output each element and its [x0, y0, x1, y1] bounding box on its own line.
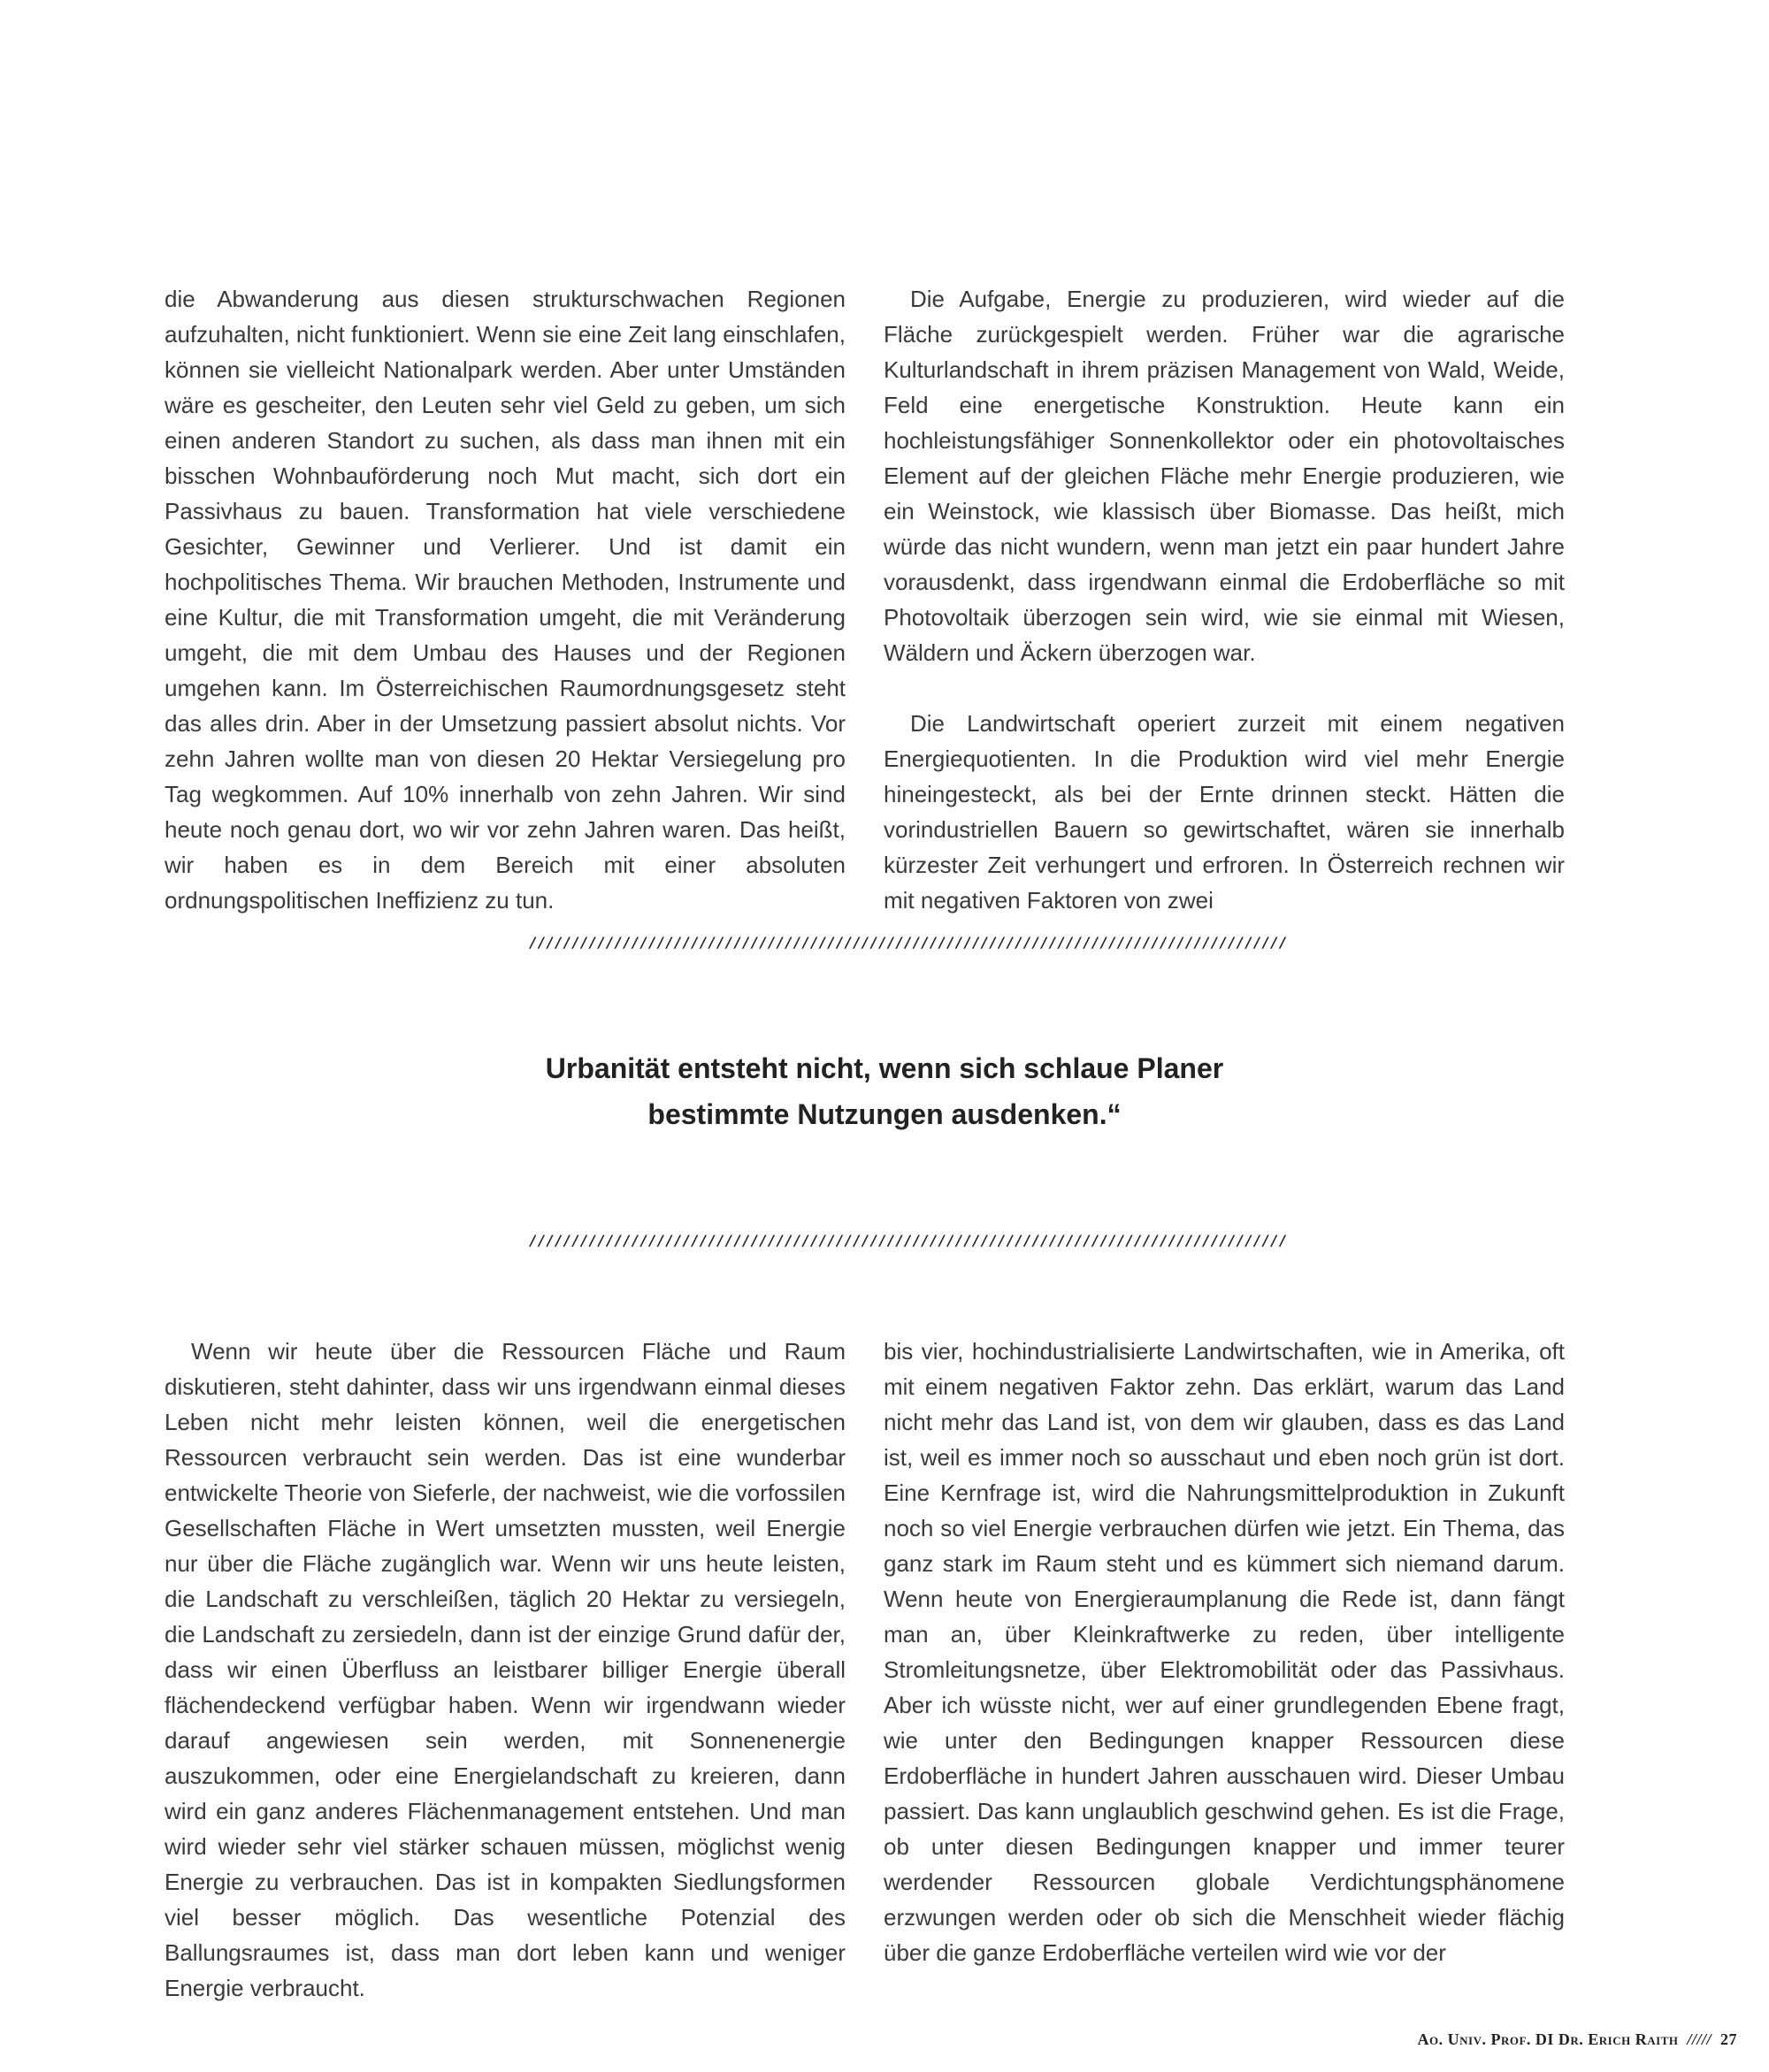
column-top-left	[165, 281, 846, 918]
footer-separator: /////	[1687, 2030, 1712, 2048]
divider-top: /////////////////////////////////////////////////////////////////////////////////////////	[529, 934, 1288, 951]
paragraph: Die Landwirtschaft operiert zurzeit mit einem negativen Energiequotienten. In die Produktion wird viel mehr Energie hineingesteckt, als bei der Ernte drinnen steckt. Hätten die vorindustriellen Bauern so gewirtschaftet, wären sie innerhalb kürzester Zeit verhungert und erfroren. In Österreich rechnen wir mit negativen Faktoren von zwei	[884, 710, 1565, 914]
pull-quote	[354, 1045, 1415, 1137]
paragraph: bis vier, hochindustrialisierte Landwirtschaften, wie in Amerika, oft mit einem negativen Faktor zehn. Das erklärt, warum das Land nicht mehr das Land ist, von dem wir glauben, dass es das Land ist, weil es immer noch so ausschaut und eben noch grün ist dort. Eine Kernfrage ist, wird die Nahrungsmittelproduktion in Zukunft noch so viel Energie verbrauchen dürfen wie jetzt. Ein Thema, das ganz stark im Raum steht und es kümmert sich niemand darum. Wenn heute von Energieraumplanung die Rede ist, dann fängt man an, über Kleinkraftwerke zu reden, über intelligente Stromleitungsnetze, über Elektromobilität oder das Passivhaus. Aber ich wüsste nicht, wer auf einer grundlegenden Ebene fragt, wie unter den Bedingungen knapper Ressourcen diese Erdoberfläche in hundert Jahren ausschauen wird. Dieser Umbau passiert. Das kann unglaublich geschwind gehen. Es ist die Frage, ob unter diesen Bedingungen knapper und immer teurer werdender Ressourcen globale Verdichtungsphänomene erzwungen werden oder ob sich die Menschheit wieder flächig über die ganze Erdoberfläche verteilen wird wie vor der	[884, 1338, 1565, 1966]
page-footer	[1418, 2030, 1737, 2049]
column-bottom-right	[884, 1334, 1565, 1970]
page-number: 27	[1720, 2030, 1737, 2048]
divider-bottom: /////////////////////////////////////////////////////////////////////////////////////////	[529, 1232, 1288, 1249]
paragraph: Wenn wir heute über die Ressourcen Fläche und Raum diskutieren, steht dahinter, dass wir uns irgendwann einmal dieses Leben nicht mehr leisten können, weil die energetischen Ressourcen verbraucht sein werden. Das ist eine wunderbar entwickelte Theorie von Sieferle, der nachweist, wie die vorfossilen Gesellschaften Fläche in Wert umsetzten mussten, weil Energie nur über die Fläche zugänglich war. Wenn wir uns heute leisten, die Landschaft zu verschleißen, täglich 20 Hektar zu versiegeln, die Landschaft zu zersiedeln, dann ist der einzige Grund dafür der, dass wir einen Überfluss an leistbarer billiger Energie überall flächendeckend verfügbar haben. Wenn wir irgendwann wieder darauf angewiesen sein werden, mit Sonnenenergie auszukommen, oder eine Energielandschaft zu kreieren, dann wird ein ganz anderes Flächenmanagement entstehen. Und man wird wieder sehr viel stärker schauen müssen, möglichst wenig Energie zu verbrauchen. Das ist in kompakten Siedlungsformen viel besser möglich. Das wesentliche Potenzial des Ballungsraumes ist, dass man dort leben kann und weniger Energie verbraucht.	[165, 1338, 846, 2001]
quote-line: bestimmte Nutzungen ausdenken.“	[647, 1098, 1122, 1130]
quote-line: Urbanität entsteht nicht, wenn sich schlaue Planer	[545, 1052, 1224, 1084]
column-bottom-left	[165, 1334, 846, 2006]
paragraph: Die Aufgabe, Energie zu produzieren, wird wieder auf die Fläche zurückgespielt werden. Früher war die agrarische Kulturlandschaft in ihrem präzisen Management von Wald, Weide, Feld eine energetische Konstruktion. Heute kann ein hochleistungsfähiger Sonnenkollektor oder ein photovoltaisches Element auf der gleichen Fläche mehr Energie produzieren, wie ein Weinstock, wie klassisch über Biomasse. Das heißt, mich würde das nicht wundern, wenn man jetzt ein paar hundert Jahre vorausdenkt, dass irgendwann einmal die Erdoberfläche so mit Photovoltaik überzogen sein wird, wie sie einmal mit Wiesen, Wäldern und Äckern überzogen war.	[884, 286, 1565, 666]
paragraph: die Abwanderung aus diesen strukturschwachen Regionen aufzuhalten, nicht funktioniert. Wenn sie eine Zeit lang einschlafen, können sie vielleicht Nationalpark werden. Aber unter Umständen wäre es gescheiter, den Leuten sehr viel Geld zu geben, um sich einen anderen Standort zu suchen, als dass man ihnen mit ein bisschen Wohnbauförderung noch Mut macht, sich dort ein Passivhaus zu bauen. Transformation hat viele verschiedene Gesichter, Gewinner und Verlierer. Und ist damit ein hochpolitisches Thema. Wir brauchen Methoden, Instrumente und eine Kultur, die mit Transformation umgeht, die mit Veränderung umgeht, die mit dem Umbau des Hauses und der Regionen umgehen kann. Im Österreichischen Raumordnungsgesetz steht das alles drin. Aber in der Umsetzung passiert absolut nichts. Vor zehn Jahren wollte man von diesen 20 Hektar Versiegelung pro Tag wegkommen. Auf 10% innerhalb von zehn Jahren. Wir sind heute noch genau dort, wo wir vor zehn Jahren waren. Das heißt, wir haben es in dem Bereich mit einer absoluten ordnungspolitischen Ineffizienz zu tun.	[165, 286, 846, 914]
column-top-right	[884, 281, 1565, 918]
footer-author: Ao. Univ. Prof. DI Dr. Erich Raith	[1417, 2030, 1679, 2048]
